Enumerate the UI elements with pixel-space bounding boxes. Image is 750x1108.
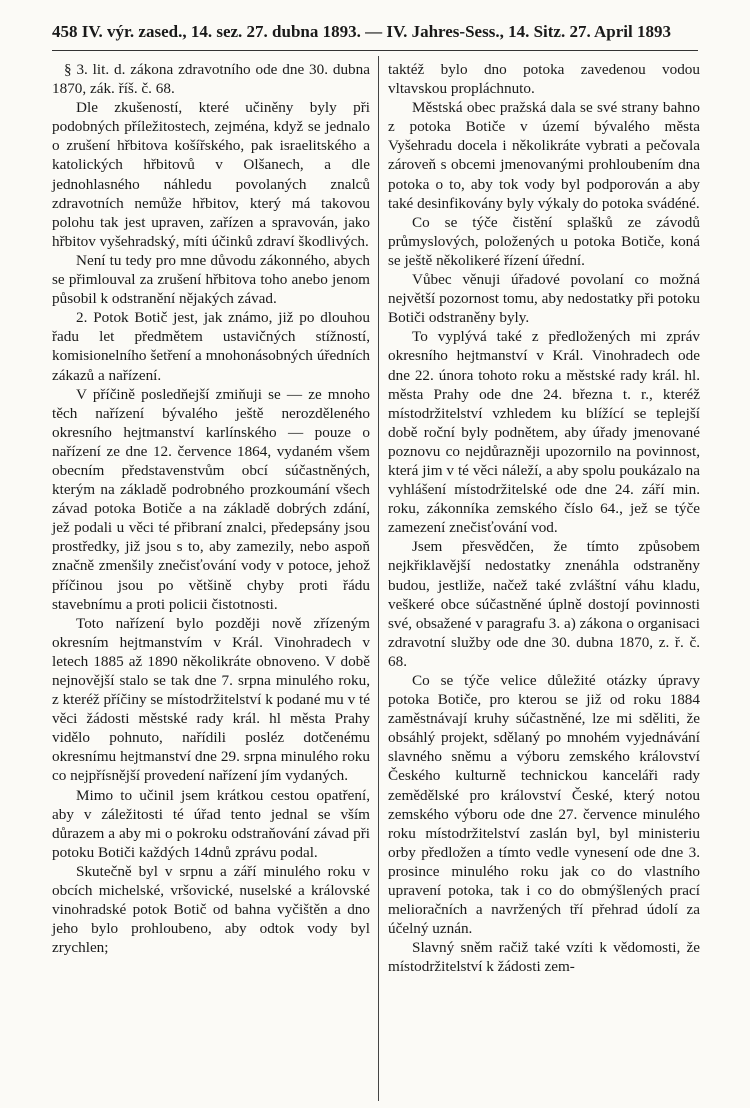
paragraph: Slavný sněm račiž také vzíti k vědomosti, že místodržitelství k žádosti zem- bbox=[388, 939, 700, 976]
right-column bbox=[388, 60, 700, 977]
paragraph: Městská obec pražská dala se své strany bahno z potoka Botiče v území bývalého města Vyšehradu docela i několikráte vybrati a pečovala zároveň s obcemi jmenovanými prohloubením dna potoka o to, aby tok vody byl podporován a aby také desinfikovány byly výkaly do potoka svádéné. bbox=[388, 99, 700, 212]
header-rule bbox=[52, 50, 698, 51]
paragraph: taktéž bylo dno potoka zavedenou vodou vltavskou propláchnuto. bbox=[388, 61, 700, 98]
running-header bbox=[52, 22, 702, 46]
paragraph: § 3. lit. d. zákona zdravotního ode dne 30. dubna 1870, zák. říš. č. 68. bbox=[52, 61, 370, 98]
paragraph: Co se týče čistění splašků ze závodů průmyslových, položených u potoka Botiče, koná se ještě několikeré řízení úřední. bbox=[388, 213, 700, 269]
paragraph: Vůbec věnuji úřadové povolaní co možná největší pozornost tomu, aby nedostatky při potoku Botiči odstraněny byly. bbox=[388, 271, 700, 327]
paragraph: V příčině posledňejší zmiňuji se — ze mnoho těch nařízení bývalého ještě nerozděleného okresního hejtmanství karlínského — pouze o nařízení ze dne 12. července 1864, vydaném všem obecním představenstvům obcí súčastněných, kterým na základě podrobného prozkoumání všech závad potoka Botiče a na základě dobrých zdání, jež podali u věci té přibraní znalci, předepsány jsou prostředky, již jsou s to, aby zamezily, nebo aspoň značně zmenšily znečisťování vody v potoce, jehož příčinou jsou po většině chyby proti řádu stavebnímu a proti policii čistotnosti. bbox=[52, 385, 370, 613]
column-divider bbox=[378, 56, 379, 1101]
paragraph: Jsem přesvědčen, že tímto způsobem nejkřiklavější nedostatky znenáhla odstraněny budou, jestliže, načež také zvláštní váhu kladu, veškeré obce súčastněné úplně dostojí povinnosti své, obsažené v paragrafu 3. a) zákona o organisaci zdravotní služby ode dne 30. dubna 1870, z. ř. č. 68. bbox=[388, 538, 700, 670]
paragraph: To vyplývá také z předložených mi zpráv okresního hejtmanství v Král. Vinohradech ode dne 22. února tohoto roku a městské rady král. hl. města Prahy ode dne 24. března t. r., kteréž místodržitelství vzhledem ku blížící se teplejší době roční byly podnětem, aby úřady jmenované poznovu co nejdůrazněji upozornilo na povinnost, která jim v té věci náleží, a aby spolu poukázalo na vyhlášení místodržitelské ode dne 24. září min. roku, zákonníka zemského číslo 64., jež se týče zamezení znečisťování vod. bbox=[388, 328, 700, 537]
paragraph: Co se týče velice důležité otázky úpravy potoka Botiče, pro kterou se již od roku 1884 zaměstnávají kruhy súčastněné, lze mi sděliti, že obsáhlý projekt, sdělaný po mnohém vyjednávání slavného sněmu a výboru zemského království Českého kulturně technickou kanceláři rady zemědělské pro království České, který notou zemského výboru ode dne 27. července minulého roku místodržitelství zaslán byl, byl ministeriu orby předložen a tímto vedle vynesení ode dne 3. prosince minulého roku jak co do vlastního upravení potoka, tak i co do obmýšlených prací melioračních a navržených tří přehrad údolí za účelný uznán. bbox=[388, 672, 700, 938]
left-column bbox=[52, 60, 370, 957]
paragraph: Není tu tedy pro mne důvodu zákonného, abych se přimlouval za zrušení hřbitova toho anebo jenom působil k odstranění nějakých závad. bbox=[52, 251, 370, 308]
paragraph: Toto nařízení bylo později nově zřízeným okresním hejtmanstvím v Král. Vinohradech v letech 1885 až 1890 několikráte obnoveno. V době nejnovější stalo se tak dne 7. srpna minulého roku, z kteréž příčiny se místodržitelství k podané mu v té věci žádosti městské rady král. hl města Prahy vidělo pohnuto, nařídili posléz dotčenému okresnímu hejtmanství dne 29. srpna minulého roku co nejpřísnější provedení nařízení jím vydaných. bbox=[52, 614, 370, 785]
paragraph: Dle zkušeností, které učiněny byly při podobných příležitostech, zejména, když se jednalo o zrušení hřbitova košířského, pak israelitského a katolických hřbitovů v Olšanech, a dle jednohlasného náhledu povolaných znalců zdravotních nemůže hřbitov, který má takovou polohu tak jest upraven, zařízen a spravován, jako hřbitov vyšehradský, míti účinků zdraví škodlivých. bbox=[52, 99, 370, 250]
paragraph: Skutečně byl v srpnu a září minulého roku v obcích michelské, vršovické, nuselské a královské vinohradské potok Botič od bahna vyčištěn a dno jeho bylo prohloubeno, aby odtok vody byl zrychlen; bbox=[52, 862, 370, 957]
header-text: 458 IV. výr. zased., 14. sez. 27. dubna 1893. — IV. Jahres-Sess., 14. Sitz. 27. April 1893 bbox=[52, 22, 671, 41]
paragraph: Mimo to učinil jsem krátkou cestou opatření, aby v záležitosti té úřad tento jednal se vším důrazem a aby mi o pokroku odstraňování závad při potoku Botiči každých 14dnů zprávu podal. bbox=[52, 786, 370, 861]
paragraph: 2. Potok Botič jest, jak známo, již po dlouhou řadu let předmětem ustavičných stížností, komisionelního šetření a mnohonásobných úředních zákazů a nařízení. bbox=[52, 309, 370, 384]
